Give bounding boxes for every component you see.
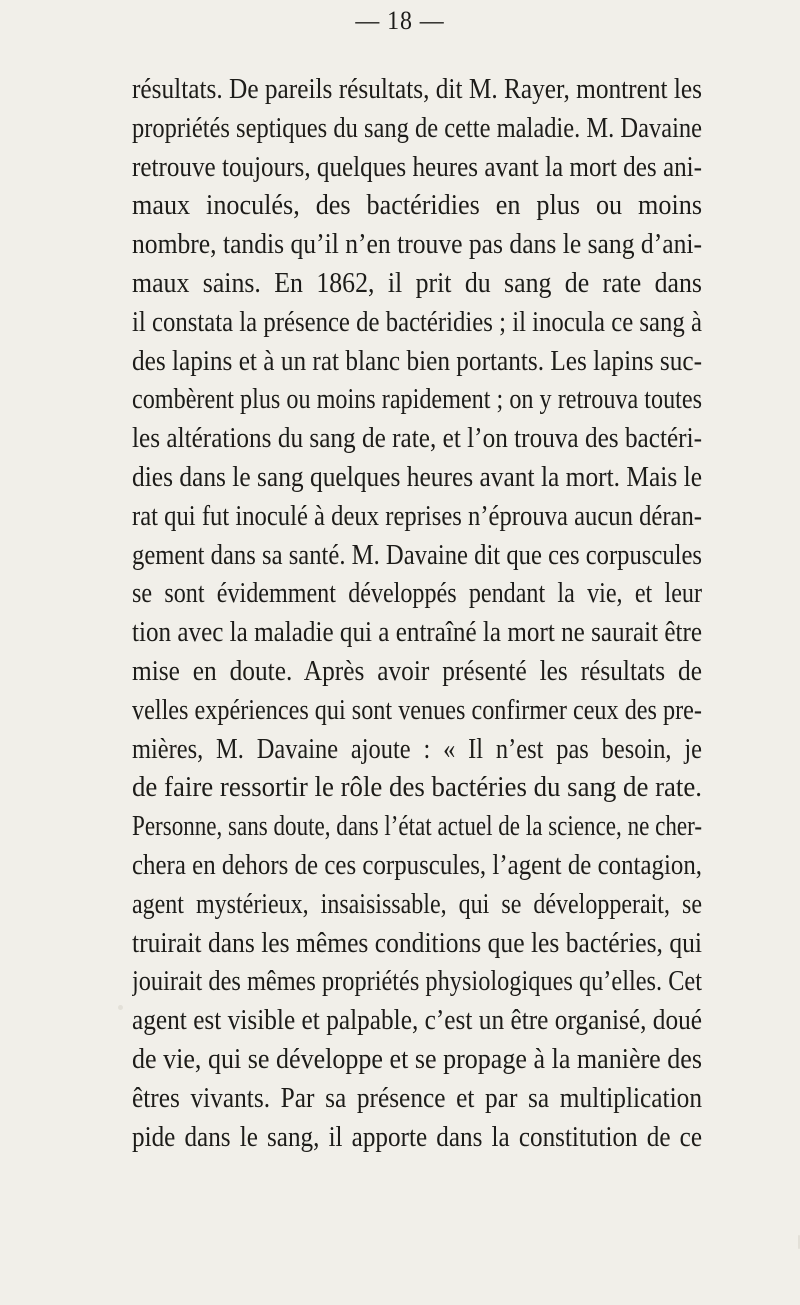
text-line: truirait dans les mêmes conditions que les bactéries, qui <box>132 926 702 959</box>
text-line: pide dans le sang, il apporte dans la constitution de ce <box>132 1120 702 1153</box>
paper-speck <box>118 1005 123 1010</box>
text-line: Personne, sans doute, dans l’état actuel de la science, ne cher- <box>132 810 702 843</box>
text-line: mières, M. Davaine ajoute : « Il n’est pas besoin, je <box>132 732 702 765</box>
text-line: maux sains. En 1862, il prit du sang de rate dans <box>132 266 702 299</box>
text-line: dies dans le sang quelques heures avant la mort. Mais le <box>132 460 702 493</box>
text-line: rat qui fut inoculé à deux reprises n’éprouva aucun déran- <box>132 499 702 532</box>
text-line: nombre, tandis qu’il n’en trouve pas dans le sang d’ani- <box>132 228 702 261</box>
text-line: propriétés septiques du sang de cette maladie. M. Davaine <box>132 111 702 144</box>
text-line: résultats. De pareils résultats, dit M. Rayer, montrent les <box>132 73 702 105</box>
text-line: jouirait des mêmes propriétés physiologiques qu’elles. Cet <box>132 965 702 998</box>
text-line: les altérations du sang de rate, et l’on trouva des bactéri- <box>132 422 702 455</box>
text-line: mise en doute. Après avoir présenté les résultats de <box>132 654 702 687</box>
text-line: se sont évidemment développés pendant la vie, et leur <box>132 577 702 610</box>
text-line: tion avec la maladie qui a entraîné la mort ne saurait être <box>132 616 702 649</box>
text-line: velles expériences qui sont venues confirmer ceux des pre- <box>132 693 702 726</box>
text-line: de vie, qui se développe et se propage à la manière des <box>132 1042 702 1075</box>
text-line: il constata la présence de bactéridies ; il inocula ce sang à <box>132 305 702 338</box>
text-line: retrouve toujours, quelques heures avant la mort des ani- <box>132 150 702 183</box>
text-line: combèrent plus ou moins rapidement ; on y retrouva toutes <box>132 383 702 416</box>
page-number: — 18 — <box>355 6 445 35</box>
body-text <box>132 70 702 1156</box>
text-line: de faire ressortir le rôle des bactéries du sang de rate. <box>132 771 702 804</box>
text-line: maux inoculés, des bactéridies en plus ou moins <box>132 189 702 222</box>
text-line: êtres vivants. Par sa présence et par sa multiplication <box>132 1081 702 1114</box>
text-line: des lapins et à un rat blanc bien portants. Les lapins suc- <box>132 344 702 377</box>
text-line: agent est visible et palpable, c’est un être organisé, doué <box>132 1004 702 1037</box>
text-line: agent mystérieux, insaisissable, qui se développerait, se <box>132 887 702 920</box>
text-line: gement dans sa santé. M. Davaine dit que ces corpuscules <box>132 538 702 571</box>
text-line: chera en dehors de ces corpuscules, l’agent de contagion, <box>132 848 702 881</box>
